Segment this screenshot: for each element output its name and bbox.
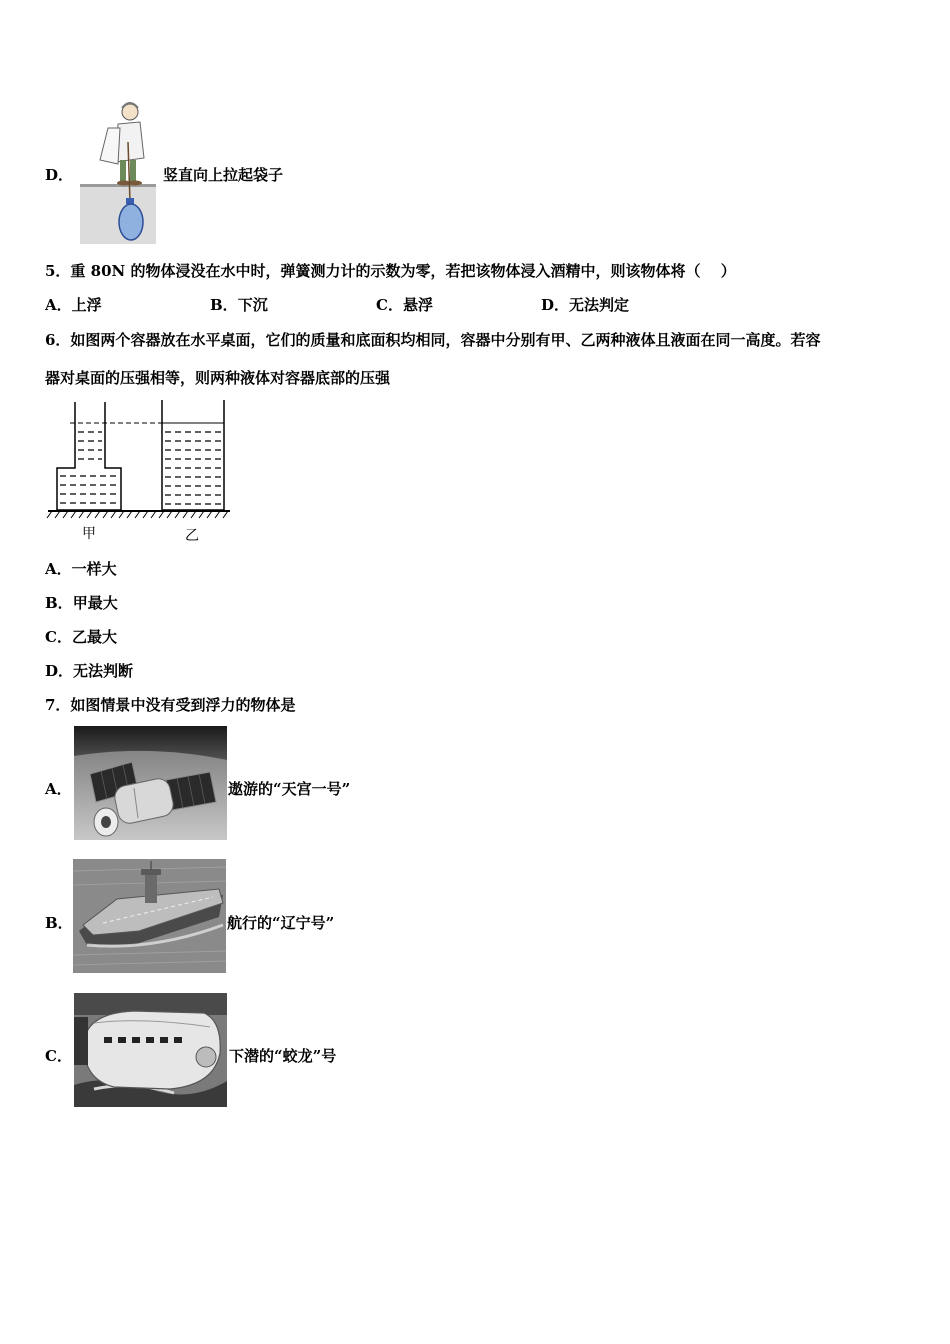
q6-option-a bbox=[45, 559, 117, 579]
q6-option-d-label: D． bbox=[45, 662, 74, 680]
q6-option-b bbox=[45, 593, 118, 613]
submersible-photo bbox=[74, 993, 227, 1107]
q6-option-a-label: A． bbox=[45, 560, 72, 578]
aircraft-carrier-photo bbox=[73, 859, 226, 973]
q5-option-c-text: 悬浮 bbox=[402, 296, 433, 314]
q6-option-a-text: 一样大 bbox=[71, 560, 117, 578]
container-label-jia: 甲 bbox=[82, 526, 96, 542]
q5-option-a-label: A． bbox=[45, 296, 72, 314]
q7-question-stem: 7．如图情景中没有受到浮力的物体是 bbox=[45, 696, 296, 714]
q5-option-d-label: D． bbox=[541, 296, 570, 314]
q5-option-b-label: B． bbox=[210, 296, 238, 314]
two-containers-diagram bbox=[44, 398, 234, 546]
q6-option-b-label: B． bbox=[45, 594, 73, 612]
q5-option-a-text: 上浮 bbox=[71, 296, 102, 314]
q6-question-stem-line1: 6．如图两个容器放在水平桌面，它们的质量和底面积均相同，容器中分别有甲、乙两种液体且液面在同一高度。若容 bbox=[45, 331, 821, 349]
q5-option-b-text: 下沉 bbox=[237, 296, 268, 314]
q5-option-a bbox=[45, 295, 102, 315]
q4-option-d-label: D． bbox=[45, 166, 74, 184]
q6-question-stem-line2: 器对桌面的压强相等，则两种液体对容器底部的压强 bbox=[45, 369, 391, 387]
q6-option-c bbox=[45, 627, 117, 647]
q5-option-d bbox=[541, 295, 629, 315]
q5-question-stem: 5．重 80N 的物体浸没在水中时，弹簧测力计的示数为零，若把该物体浸入酒精中，则该物体将（ ） bbox=[45, 262, 736, 280]
q6-option-c-text: 乙最大 bbox=[71, 628, 117, 646]
q5-option-b bbox=[210, 295, 268, 315]
q6-option-d-text: 无法判断 bbox=[73, 662, 134, 680]
container-label-yi: 乙 bbox=[185, 528, 199, 544]
man-lifting-bag-illustration bbox=[78, 98, 158, 244]
q4-option-d-text: 竖直向上拉起袋子 bbox=[163, 166, 284, 184]
space-station-photo bbox=[74, 726, 227, 840]
q7-option-b-text: 航行的“辽宁号” bbox=[227, 914, 335, 932]
q7-option-a-text: 遨游的“天宫一号” bbox=[228, 780, 351, 798]
q7-option-b-label: B． bbox=[45, 914, 73, 932]
q5-option-c-label: C． bbox=[376, 296, 403, 314]
q6-option-d bbox=[45, 661, 133, 681]
q5-option-d-text: 无法判定 bbox=[569, 296, 630, 314]
q6-option-c-label: C． bbox=[45, 628, 72, 646]
q6-option-b-text: 甲最大 bbox=[72, 594, 118, 612]
q7-option-c-label: C． bbox=[45, 1047, 72, 1065]
q5-option-c bbox=[376, 295, 433, 315]
q7-option-a-label: A． bbox=[45, 780, 72, 798]
q7-option-c-text: 下潜的“蛟龙”号 bbox=[229, 1047, 337, 1065]
